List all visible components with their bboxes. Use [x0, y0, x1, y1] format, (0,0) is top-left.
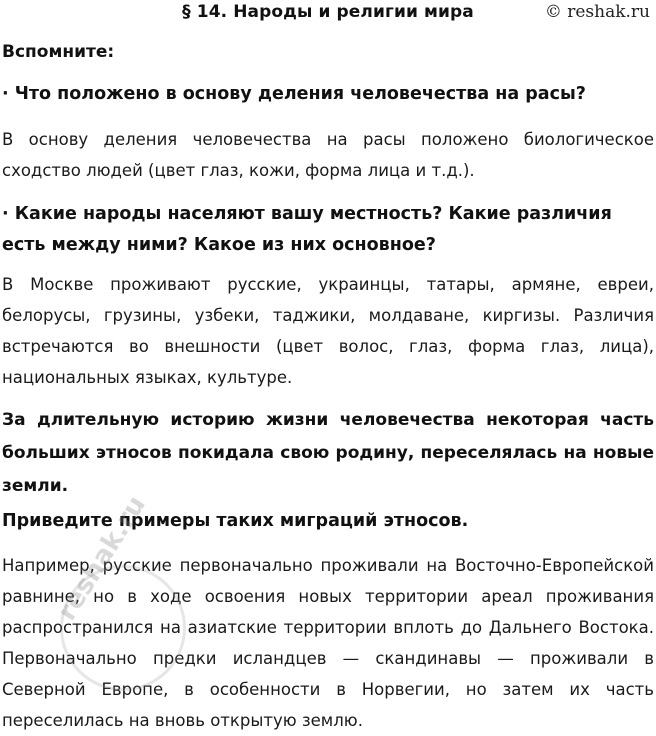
remember-heading: Вспомните: — [2, 42, 115, 62]
task-answer: Например, русские первоначально проживали на Восточно-Европейской равнине, но в ходе освоения новых территории ареал проживания распространился на азиатские территории вплоть до Дальнего Востока. Первоначально предки исландцев — скандинавы — проживали в Северной Европе, в особенности в Норвегии, но затем их часть переселилась на вновь открытую землю. — [2, 556, 654, 730]
page-header — [0, 0, 656, 26]
answer-2: В Москве проживают русские, украинцы, татары, армяне, евреи, белорусы, грузины, узбеки, таджики, молдаване, киргизы. Различия встречаются во внешности (цвет волос, глаз, форма глаз, лица), национальных языках, культуре. — [2, 275, 654, 387]
statement-paragraph: За длительную историю жизни человечества некоторая часть больших этносов покидала свою родину, переселялась на новые земли. — [2, 410, 654, 496]
site-mark: © reshak.ru — [544, 2, 650, 22]
answer-1: В основу деления человечества на расы положено биологическое сходство людей (цвет глаз, кожи, форма лица и т.д.). — [2, 130, 654, 180]
watermark-text: reshak.ru — [52, 490, 152, 626]
question-1: · Что положено в основу деления человечества на расы? — [2, 84, 586, 104]
task-heading: Приведите примеры таких миграций этносов. — [2, 511, 469, 531]
page-title: § 14. Народы и религии мира — [182, 2, 474, 22]
question-2: · Какие народы населяют вашу местность? Какие различия есть между ними? Какое из них основное? — [2, 204, 612, 255]
